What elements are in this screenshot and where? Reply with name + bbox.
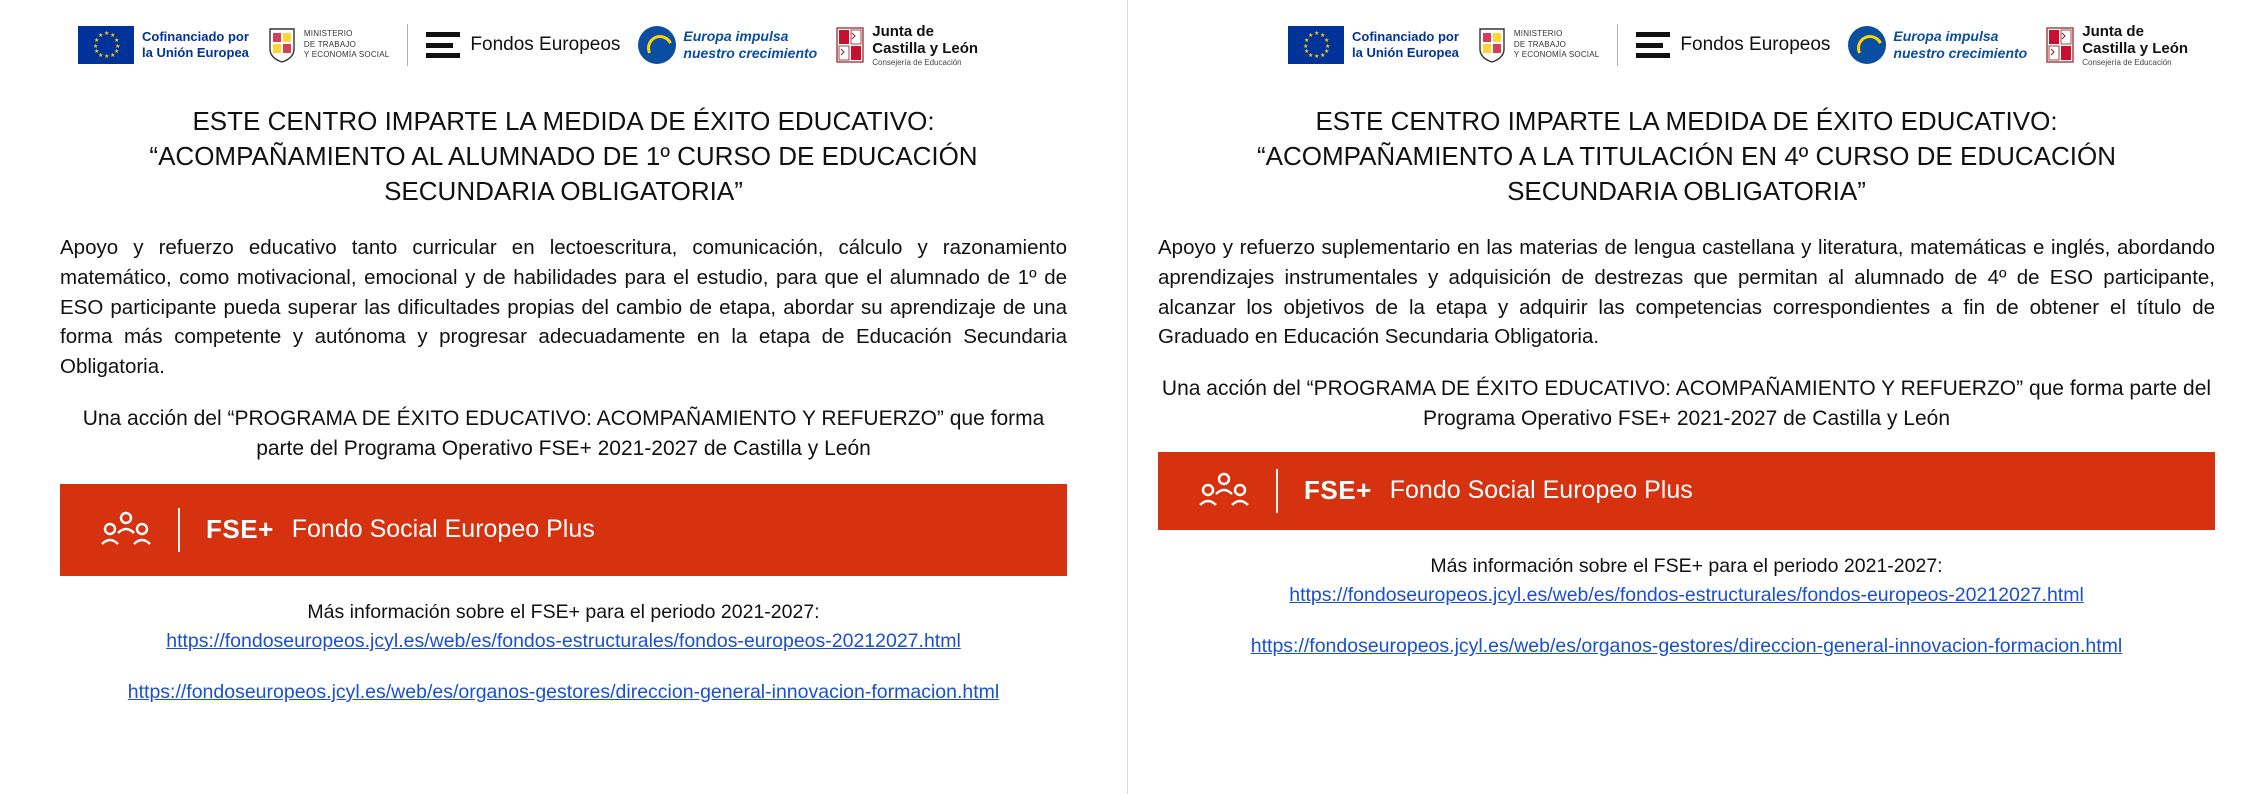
poster-action-text: Una acción del “PROGRAMA DE ÉXITO EDUCATIVO: ACOMPAÑAMIENTO Y REFUERZO” que forma parte del Programa Operativo FSE+ 2021-2027 de Castilla y León <box>82 406 1045 460</box>
poster-links <box>60 598 1067 708</box>
impulsa-swirl-icon <box>638 26 676 64</box>
ministerio-logo <box>267 27 390 63</box>
eu-flag-icon: ★ ★ ★ ★ ★ ★ ★ ★ ★ ★ ★ ★ <box>1288 26 1344 64</box>
jcyl-crest-icon <box>835 26 865 64</box>
direccion-general-link[interactable]: https://fondoseuropeos.jcyl.es/web/es/organos-gestores/direccion-general-innovacion-formacion.html <box>127 681 1000 703</box>
europa-impulsa-logo <box>638 26 817 64</box>
ministerio-logo <box>1477 27 1600 63</box>
poster-headline <box>60 104 1067 209</box>
jcyl-line1: Junta de <box>872 22 934 40</box>
junta-castilla-leon-logo <box>2045 23 2188 68</box>
fse-banner-acronym: FSE+ <box>206 514 274 544</box>
impulsa-line2: nuestro crecimiento <box>1893 45 2028 61</box>
direccion-general-link[interactable]: https://fondoseuropeos.jcyl.es/web/es/organos-gestores/direccion-general-innovacion-formacion.html <box>1250 635 2123 658</box>
eu-logo-line1: Cofinanciado por <box>142 28 249 44</box>
fse-banner-name: Fondo Social Europeo Plus <box>1389 476 1693 505</box>
fondos-bars-icon <box>1636 32 1670 58</box>
impulsa-swirl-icon <box>1848 26 1886 64</box>
eu-logo-line1: Cofinanciado por <box>1352 28 1459 44</box>
jcyl-line3: Consejería de Educación <box>2082 58 2172 68</box>
ministerio-line1: MINISTERIO <box>1513 29 1563 39</box>
fse-banner-divider <box>178 508 180 552</box>
logo-strip <box>60 0 1067 76</box>
headline-line-3: SECUNDARIA OBLIGATORIA” <box>384 176 743 207</box>
european-union-logo <box>1288 26 1459 64</box>
europa-impulsa-logo <box>1848 26 2027 64</box>
fondos-europeos-label: Fondos Europeos <box>470 34 621 55</box>
fse-info-link[interactable]: https://fondoseuropeos.jcyl.es/web/es/fondos-estructurales/fondos-europeos-20212027.html <box>1289 584 2084 607</box>
fse-people-icon <box>100 509 152 551</box>
fondos-europeos-logo <box>426 32 620 58</box>
links-lead-text: Más información sobre el FSE+ para el periodo 2021-2027: <box>1430 554 1943 577</box>
fse-banner <box>60 484 1067 576</box>
fse-banner <box>1158 452 2215 530</box>
eu-logo-line2: la Unión Europea <box>1352 45 1459 60</box>
eu-logo-line2: la Unión Europea <box>142 45 249 60</box>
fse-banner-name: Fondo Social Europeo Plus <box>291 515 595 543</box>
fse-people-icon <box>1198 470 1250 512</box>
ministerio-line1: MINISTERIO <box>303 29 353 39</box>
logo-divider <box>407 24 408 66</box>
links-lead-text: Más información sobre el FSE+ para el periodo 2021-2027: <box>307 600 820 623</box>
poster-body-text: Apoyo y refuerzo suplementario en las materias de lengua castellana y literatura, matemáticas e inglés, abordando aprendizajes instrumentales y adquisición de destrezas que permitan al alumnado de 4º de ESO participante, alcanzar los objetivos de la etapa y adquirir las competencias correspondientes a fin de obtener el título de Graduado en Educación Secundaria Obligatoria. <box>1158 236 2215 349</box>
ministerio-line3: Y ECONOMÍA SOCIAL <box>303 50 390 60</box>
poster-action-text: Una acción del “PROGRAMA DE ÉXITO EDUCATIVO: ACOMPAÑAMIENTO Y REFUERZO” que forma parte del Programa Operativo FSE+ 2021-2027 de Castilla y León <box>1161 377 2212 430</box>
logo-strip <box>1158 0 2215 76</box>
jcyl-line2: Castilla y León <box>2082 39 2189 57</box>
impulsa-line1: Europa impulsa <box>1893 28 1999 45</box>
poster-links <box>1158 552 2215 662</box>
poster-headline <box>1158 104 2215 209</box>
ministerio-line2: DE TRABAJO <box>1513 39 1566 49</box>
fse-banner-divider <box>1276 469 1278 513</box>
eu-flag-icon: ★ ★ ★ ★ ★ ★ ★ ★ ★ ★ ★ ★ <box>78 26 134 64</box>
poster-body-text: Apoyo y refuerzo educativo tanto curricular en lectoescritura, comunicación, cálculo y razonamiento matemático, como motivacional, emocional y de habilidades para el estudio, para que el alumnado de 1º de ESO participante pueda superar las dificultades propias del cambio de etapa, abordar su aprendizaje de una forma más competente y autónoma y progresar adecuadamente en la etapa de Educación Secundaria Obligatoria. <box>60 236 1067 379</box>
fse-banner-acronym: FSE+ <box>1304 475 1372 506</box>
fondos-europeos-logo <box>1636 32 1830 58</box>
headline-line-1: ESTE CENTRO IMPARTE LA MEDIDA DE ÉXITO EDUCATIVO: <box>1315 106 2058 136</box>
fse-info-link[interactable]: https://fondoseuropeos.jcyl.es/web/es/fondos-estructurales/fondos-europeos-20212027.html <box>166 629 961 652</box>
impulsa-line1: Europa impulsa <box>683 28 789 45</box>
ministerio-line2: DE TRABAJO <box>303 39 356 49</box>
ministerio-line3: Y ECONOMÍA SOCIAL <box>1513 50 1600 60</box>
headline-line-3: SECUNDARIA OBLIGATORIA” <box>1507 176 1866 207</box>
logo-divider <box>1617 24 1618 66</box>
impulsa-line2: nuestro crecimiento <box>683 45 818 61</box>
jcyl-crest-icon <box>2045 26 2075 64</box>
headline-line-2: “ACOMPAÑAMIENTO AL ALUMNADO DE 1º CURSO DE EDUCACIÓN <box>149 141 978 172</box>
spain-coat-of-arms-icon <box>1477 27 1507 63</box>
headline-line-1: ESTE CENTRO IMPARTE LA MEDIDA DE ÉXITO EDUCATIVO: <box>192 106 935 136</box>
poster-4o-eso <box>1128 0 2245 794</box>
fondos-europeos-label: Fondos Europeos <box>1680 34 1831 55</box>
junta-castilla-leon-logo <box>835 23 978 68</box>
jcyl-line1: Junta de <box>2082 22 2144 40</box>
jcyl-line2: Castilla y León <box>872 39 979 57</box>
headline-line-2: “ACOMPAÑAMIENTO A LA TITULACIÓN EN 4º CURSO DE EDUCACIÓN <box>1257 141 2116 172</box>
fondos-bars-icon <box>426 32 460 58</box>
jcyl-line3: Consejería de Educación <box>872 58 962 68</box>
european-union-logo <box>78 26 249 64</box>
spain-coat-of-arms-icon <box>267 27 297 63</box>
